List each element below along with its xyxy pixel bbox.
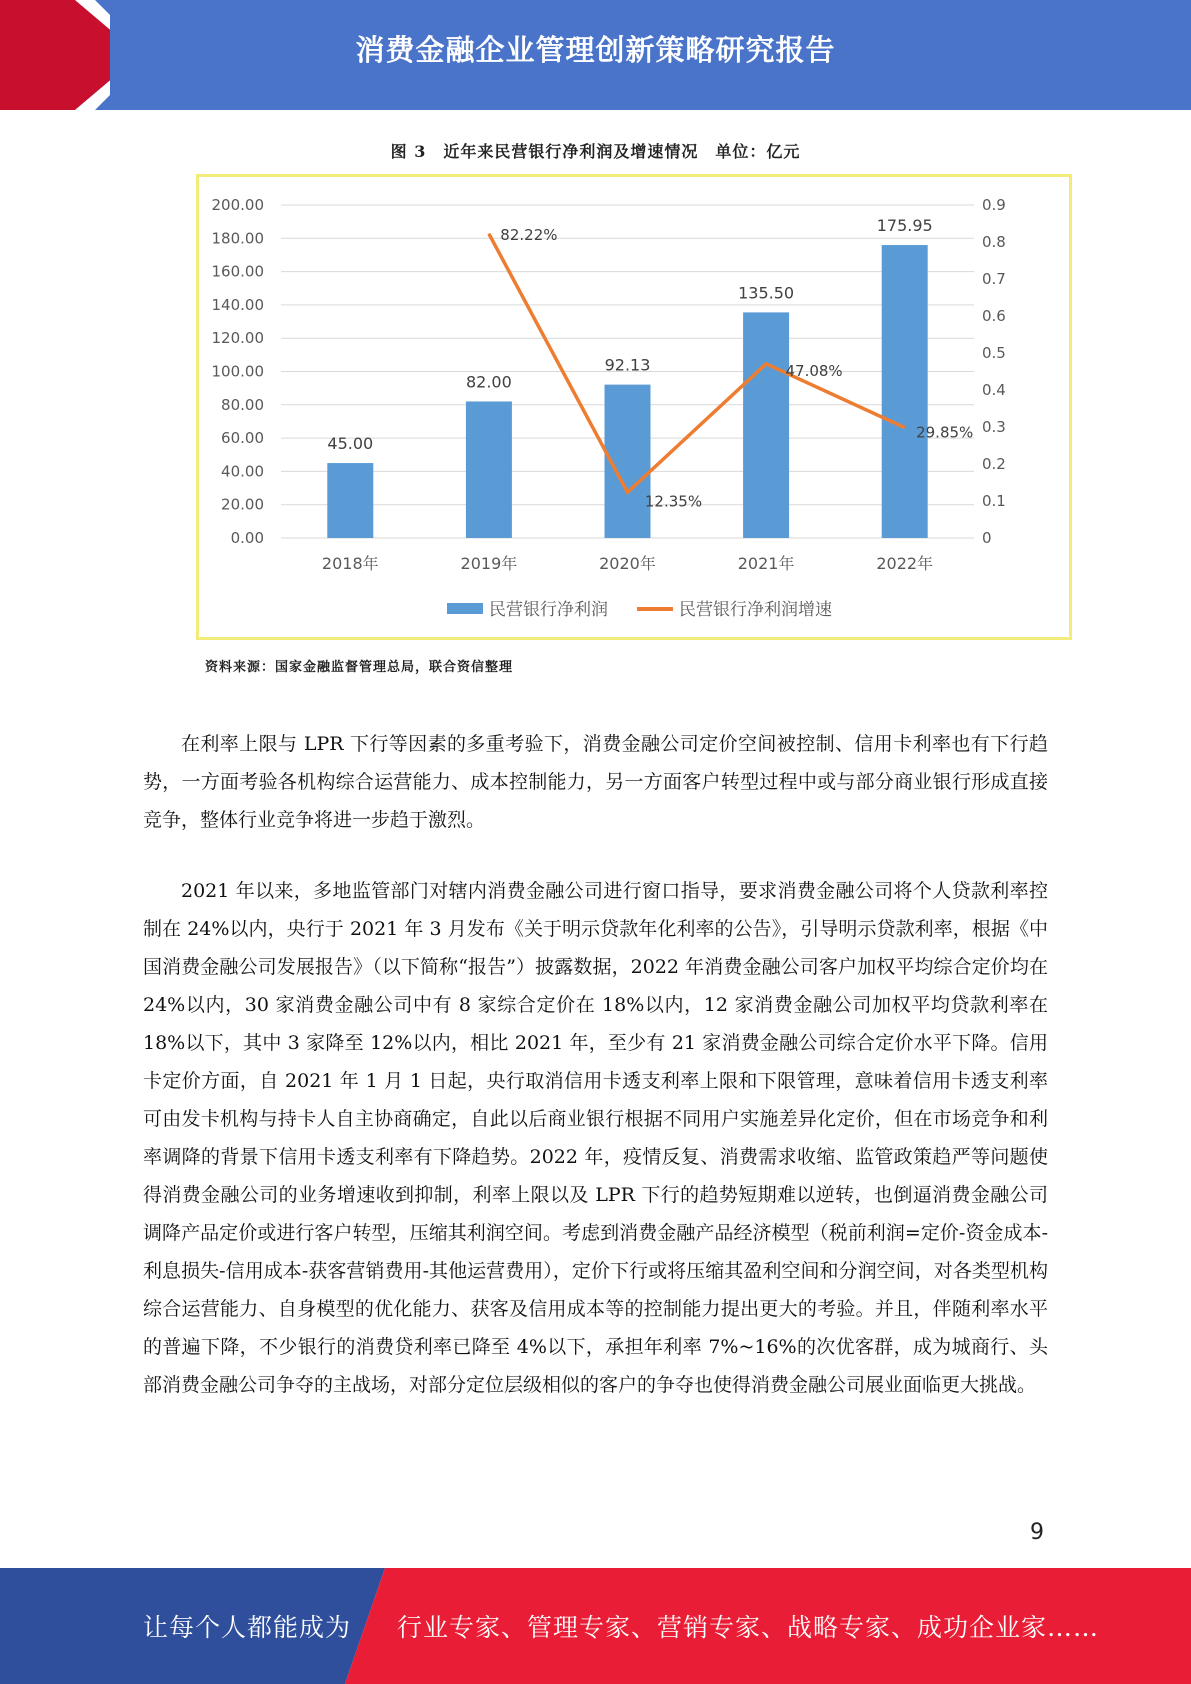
y-left-tick-label: 40.00 [221, 462, 264, 481]
y-right-tick-label: 0.1 [982, 492, 1006, 510]
bar-data-label: 82.00 [465, 372, 512, 392]
y-left-tick-label: 0.00 [230, 529, 264, 547]
paragraph-2: 2021 年以来，多地监管部门对辖内消费金融公司进行窗口指导，要求消费金融公司将个人贷款利率控制在 24%以内，央行于 2021 年 3 月发布《关于明示贷款年化利率的公告》，引导明示贷款利率，根据《中国消费金融公司发展报告》（以下简称“报告”）披露数据，2022 年消费金融公司客户加权平均综合定价均在 24%以内，30 家消费金融公司中有 8 家综合定价在 18%以内，12 家消费金融公司加权平均贷款利率在 18%以下，其中 3 家降至 12%以内，相比 2021 年，至少有 21 家消费金融公司综合定价水平下降。信用卡定价方面，自 2021 年 1 月 1 日起，央行取消信用卡透支利率上限和下限管理，意味着信用卡透支利率可由发卡机构与持卡人自主协商确定，自此以后商业银行根据不同用户实施差异化定价，但在市场竞争和利率调降的背景下信用卡透支利率有下降趋势。2022 年，疫情反复、消费需求收缩、监管政策趋严等问题使得消费金融公司的业务增速收到抑制，利率上限以及 LPR 下行的趋势短期难以逆转，也倒逼消费金融公司调降产品定价或进行客户转型，压缩其利润空间。考虑到消费金融产品经济模型（税前利润=定价-资金成本-利息损失-信用成本-获客营销费用-其他运营费用），定价下行或将压缩其盈利空间和分润空间，对各类型机构综合运营能力、自身模型的优化能力、获客及信用成本等的控制能力提出更大的考验。并且，伴随利率水平的普遍下降，不少银行的消费贷利率已降至 4%以下，承担年利率 7%~16%的次优客群，成为城商行、头部消费金融公司争夺的主战场，对部分定位层级相似的客户的争夺也使得消费金融公司展业面临更大挑战。 [143, 880, 1048, 1396]
line-point [904, 427, 905, 428]
page-header [0, 0, 1191, 110]
bar-data-label: 135.50 [738, 283, 795, 303]
bar-net-profit [743, 312, 789, 538]
y-right-tick-label: 0.7 [982, 270, 1006, 288]
bar-data-label: 92.13 [604, 355, 651, 375]
y-left-tick-label: 120.00 [211, 329, 264, 348]
x-tick-label: 2019年 [460, 554, 518, 573]
y-left-tick-label: 20.00 [221, 495, 264, 514]
net-profit-chart [199, 177, 1069, 637]
line-data-label: 29.85% [916, 423, 974, 442]
line-point [766, 363, 767, 364]
y-right-tick-label: 0.2 [982, 455, 1006, 473]
line-data-label: 12.35% [644, 492, 703, 511]
bar-net-profit [882, 245, 928, 538]
x-tick-label: 2022年 [876, 554, 934, 573]
y-left-tick-label: 60.00 [221, 429, 264, 448]
legend-label-net-profit: 民营银行净利润 [489, 600, 608, 620]
x-tick-label: 2021年 [737, 554, 795, 573]
y-right-tick-label: 0.9 [982, 196, 1006, 214]
y-left-tick-label: 160.00 [211, 262, 264, 281]
y-left-tick-label: 100.00 [211, 362, 264, 381]
line-point [627, 492, 628, 493]
paragraph-1: 在利率上限与 LPR 下行等因素的多重考验下，消费金融公司定价空间被控制、信用卡利率也有下行趋势，一方面考验各机构综合运营能力、成本控制能力，另一方面客户转型过程中或与部分商业银行形成直接竞争，整体行业竞争将进一步趋于激烈。 [143, 733, 1048, 831]
y-right-tick-label: 0.8 [982, 233, 1006, 251]
bar-net-profit [466, 401, 512, 538]
legend-label-growth-rate: 民营银行净利润增速 [679, 600, 832, 620]
report-title: 消费金融企业管理创新策略研究报告 [355, 33, 836, 67]
y-left-tick-label: 80.00 [221, 395, 264, 414]
page-number: 9 [1030, 1520, 1044, 1545]
legend-swatch-net-profit [447, 603, 483, 614]
line-data-label: 82.22% [500, 225, 558, 244]
footer-slogan-left: 让每个人都能成为 [143, 1613, 352, 1642]
y-right-tick-label: 0.6 [982, 307, 1006, 325]
figure-caption: 图 3 近年来民营银行净利润及增速情况 单位：亿元 [390, 142, 801, 161]
figure-source: 资料来源：国家金融监督管理总局，联合资信整理 [205, 660, 514, 675]
chart-frame [196, 174, 1072, 640]
bar-data-label: 45.00 [327, 434, 374, 454]
line-point [488, 233, 489, 234]
y-left-tick-label: 140.00 [211, 295, 264, 314]
line-data-label: 47.08% [785, 361, 843, 380]
y-right-tick-label: 0 [982, 529, 992, 547]
x-tick-label: 2018年 [321, 554, 379, 573]
footer-slogan-right: 行业专家、管理专家、营销专家、战略专家、成功企业家…… [397, 1613, 1100, 1642]
page-footer [0, 1568, 1191, 1684]
bar-data-label: 175.95 [876, 216, 933, 236]
y-right-tick-label: 0.4 [982, 381, 1006, 399]
y-right-tick-label: 0.3 [982, 418, 1006, 436]
bar-net-profit [327, 463, 373, 538]
y-right-tick-label: 0.5 [982, 344, 1006, 362]
y-left-tick-label: 200.00 [211, 196, 264, 214]
x-tick-label: 2020年 [599, 554, 656, 573]
y-left-tick-label: 180.00 [211, 229, 264, 248]
